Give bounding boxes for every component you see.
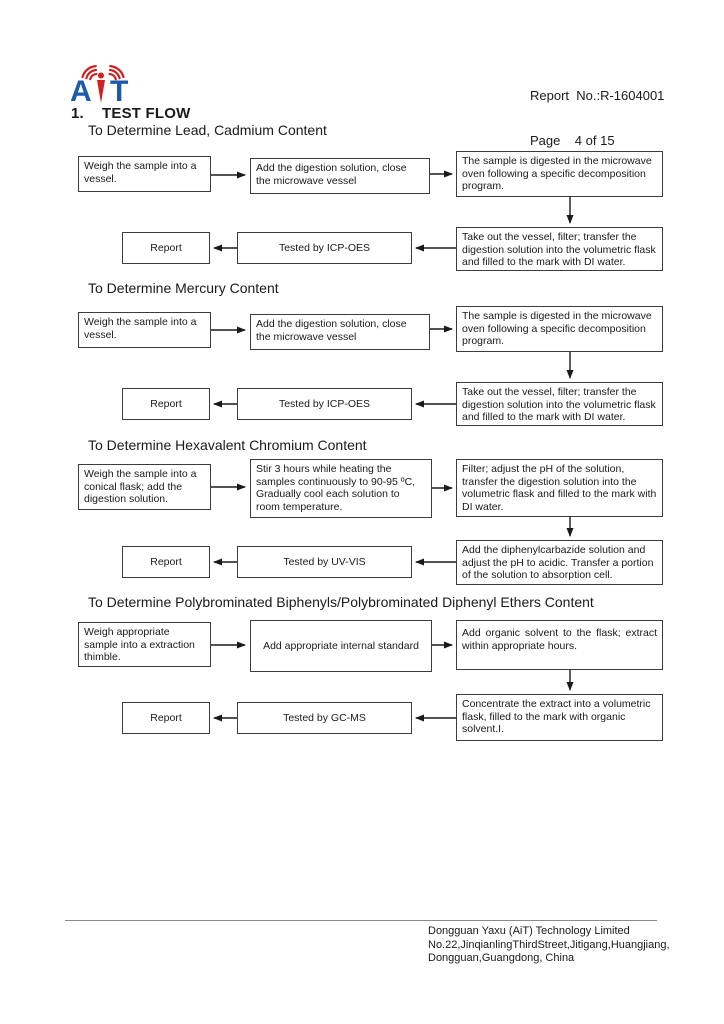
report-box: Report <box>122 702 210 734</box>
flow-step-box: Weigh the sample into a conical flask; add the digestion solution. <box>78 464 211 510</box>
report-header <box>530 58 664 223</box>
flow-step-box: Weigh the sample into a vessel. <box>78 312 211 348</box>
section-title-pbb-pbde: To Determine Polybrominated Biphenyls/Polybrominated Diphenyl Ethers Content <box>88 594 594 610</box>
flow-step-box: Add organic solvent to the flask; extract within appropriate hours. <box>456 620 663 670</box>
flow-step-box: Stir 3 hours while heating the samples continuously to 90-95 ºC, Gradually cool each solution to room temperature. <box>250 459 432 518</box>
report-box: Report <box>122 232 210 264</box>
company-name: Dongguan Yaxu (AiT) Technology Limited <box>428 925 630 937</box>
page-title-text: TEST FLOW <box>102 105 191 122</box>
tested-by-box: Tested by GC-MS <box>237 702 412 734</box>
page-number: Page 4 of 15 <box>530 133 615 148</box>
company-address-line2: Dongguan,Guangdong, China <box>428 952 575 964</box>
section-title-hexavalent-chromium: To Determine Hexavalent Chromium Content <box>88 437 367 453</box>
flow-step-box: Add appropriate internal standard <box>250 620 432 672</box>
page-title-number: 1. <box>71 105 84 122</box>
ait-logo <box>70 54 136 104</box>
flow-step-box: The sample is digested in the microwave oven following a specific decomposition program. <box>456 306 663 352</box>
logo-letter-t: T <box>110 75 129 104</box>
flow-step-box: Add the diphenylcarbazide solution and adjust the pH to acidic. Transfer a portion of the solution to absorption cell. <box>456 540 663 585</box>
section-title-mercury: To Determine Mercury Content <box>88 280 279 296</box>
footer <box>428 925 670 966</box>
logo-letter-a: A <box>70 75 92 104</box>
page-title <box>71 105 190 122</box>
report-box: Report <box>122 388 210 420</box>
flow-step-box: Add the digestion solution, close the microwave vessel <box>250 314 430 350</box>
tested-by-box: Tested by UV-VIS <box>237 546 412 578</box>
flow-step-box: Concentrate the extract into a volumetric flask, filled to the mark with organic solvent.I. <box>456 694 663 741</box>
tested-by-box: Tested by ICP-OES <box>237 232 412 264</box>
logo-antenna-icon <box>97 73 105 104</box>
flow-step-box: Weigh the sample into a vessel. <box>78 156 211 192</box>
footer-divider <box>65 920 657 921</box>
flow-step-box: Add the digestion solution, close the microwave vessel <box>250 158 430 194</box>
tested-by-box: Tested by ICP-OES <box>237 388 412 420</box>
company-address-line1: No.22,JinqianlingThirdStreet,Jitigang,Huangjiang, <box>428 938 670 951</box>
flow-step-box: Take out the vessel, filter; transfer the digestion solution into the volumetric flask and filled to the mark with DI water. <box>456 227 663 271</box>
flow-step-box: Filter; adjust the pH of the solution, transfer the digestion solution into the volumetric flask and filled to the mark with DI water. <box>456 459 663 517</box>
report-box: Report <box>122 546 210 578</box>
report-no: Report No.:R-1604001 <box>530 88 665 103</box>
section-title-lead-cadmium: To Determine Lead, Cadmium Content <box>88 122 327 138</box>
flow-step-box: The sample is digested in the microwave oven following a specific decomposition program. <box>456 151 663 197</box>
flow-step-box: Weigh appropriate sample into a extraction thimble. <box>78 622 211 667</box>
flow-step-box: Take out the vessel, filter; transfer the digestion solution into the volumetric flask and filled to the mark with DI water. <box>456 382 663 426</box>
